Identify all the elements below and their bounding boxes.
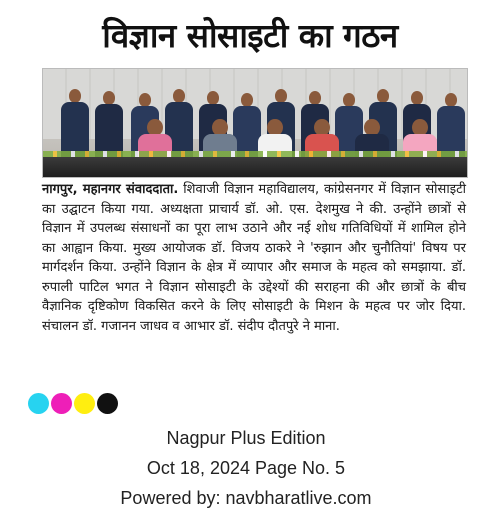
page-info: Oct 18, 2024 Page No. 5 [146, 458, 346, 478]
group-photo [42, 68, 468, 178]
article-body [42, 180, 466, 376]
article-dateline: नागपुर, महानगर संवाददाता. [42, 182, 179, 197]
powered-by-link[interactable]: Powered by: navbharatlive.com [120, 488, 372, 508]
article-headline: विज्ञान सोसाइटी का गठन [102, 16, 398, 55]
black-swatch [97, 393, 118, 414]
article-text: शिवाजी विज्ञान महाविद्यालय, कांग्रेसनगर में विज्ञान सोसाइटी का उद्घाटन किया गया. अध्यक्षता प्राचार्य डॉ. ओ. एस. देशमुख ने की. उन्होंने छात्रों से विज्ञान में उपलब्ध संसाधनों का पूरा लाभ उठाने और नई शोध गतिविधियों में शामिल होने का आह्वान किया. मुख्य आयोजक डॉ. विजय ठाकरे ने 'रुझान और चुनौतियां' विषय पर मार्गदर्शन किया. उन्होंने विज्ञान के क्षेत्र में व्यापार और समाज के महत्व को समझाया. डॉ. रुपाली पाटिल भगत ने विज्ञान सोसाइटी के उद्देश्यों की सराहना की और छात्रों के बीच वैज्ञानिक दृष्टिकोण विकसित करने के लिए सोसाइटी के मिशन के महत्व पर जोर दिया. संचालन डॉ. गजानन जाधव व आभार डॉ. संदीप दौतपुरे ने माना. [42, 182, 467, 334]
color-registration-marks [28, 393, 128, 415]
photo-stage-table [43, 157, 467, 177]
yellow-swatch [74, 393, 95, 414]
edition-name: Nagpur Plus Edition [166, 428, 326, 448]
cyan-swatch [28, 393, 49, 414]
magenta-swatch [51, 393, 72, 414]
